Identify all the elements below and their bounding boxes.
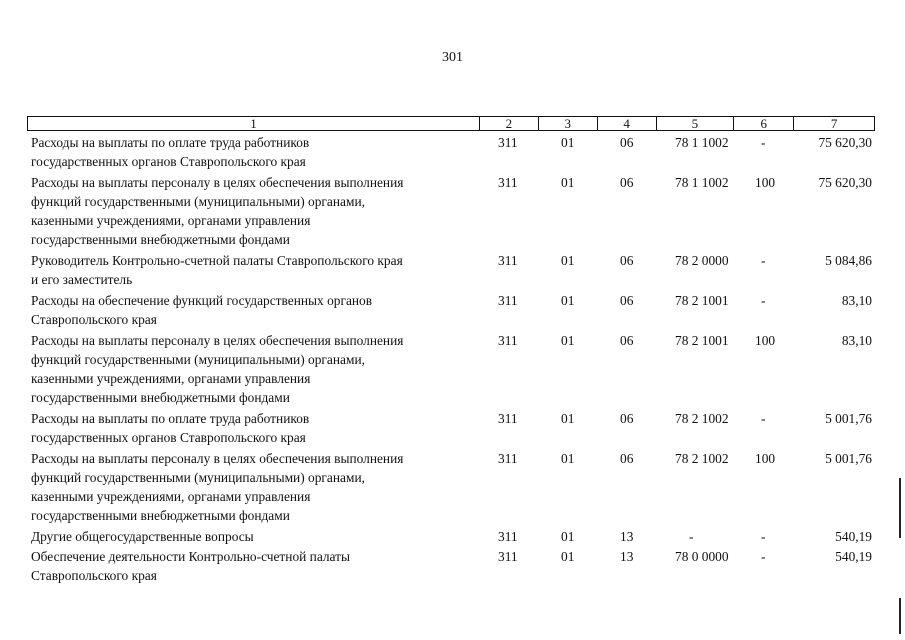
row-code-target: 78 2 1001 xyxy=(675,293,729,308)
description-line: функций государственными (муниципальными) органами, xyxy=(31,194,365,209)
row-code-subsection: 13 xyxy=(620,549,634,564)
table-row xyxy=(27,409,875,447)
table-row xyxy=(27,173,875,249)
description-line: Расходы на выплаты персоналу в целях обеспечения выполнения xyxy=(31,175,404,190)
description-line: Ставропольского края xyxy=(31,312,157,327)
row-code-ministry: 311 xyxy=(498,451,518,466)
row-amount: 5 001,76 xyxy=(825,411,872,426)
row-code-expense-type: 100 xyxy=(755,451,776,466)
row-code-target: - xyxy=(689,529,694,544)
row-code-subsection: 06 xyxy=(620,411,634,426)
row-code-section: 01 xyxy=(561,135,575,150)
header-col-2: 2 xyxy=(480,117,539,130)
description-line: государственными внебюджетными фондами xyxy=(31,232,290,247)
row-amount: 83,10 xyxy=(841,333,872,348)
description-line: Расходы на выплаты персоналу в целях обеспечения выполнения xyxy=(31,333,404,348)
page-number: 301 xyxy=(442,50,463,65)
row-amount: 5 084,86 xyxy=(825,253,872,268)
table-row xyxy=(27,547,875,585)
description-line: Расходы на выплаты по оплате труда работников xyxy=(31,411,310,426)
description-line: Расходы на выплаты персоналу в целях обеспечения выполнения xyxy=(31,451,404,466)
row-code-expense-type: - xyxy=(761,529,766,544)
description-line: и его заместитель xyxy=(31,272,133,287)
description-line: Ставропольского края xyxy=(31,568,157,583)
table-row xyxy=(27,527,875,546)
row-code-expense-type: - xyxy=(761,411,766,426)
description-line: Расходы на обеспечение функций государственных органов xyxy=(31,293,373,308)
row-code-expense-type: - xyxy=(761,135,766,150)
description-line: казенными учреждениями, органами управления xyxy=(31,213,311,228)
row-code-ministry: 311 xyxy=(498,135,518,150)
row-code-ministry: 311 xyxy=(498,529,518,544)
header-col-6: 6 xyxy=(734,117,794,130)
row-code-subsection: 06 xyxy=(620,253,634,268)
row-code-expense-type: - xyxy=(761,293,766,308)
row-code-ministry: 311 xyxy=(498,175,518,190)
row-code-target: 78 1 1002 xyxy=(675,135,729,150)
description-line: функций государственными (муниципальными) органами, xyxy=(31,352,365,367)
row-code-section: 01 xyxy=(561,175,575,190)
row-code-target: 78 2 1002 xyxy=(675,411,729,426)
description-line: функций государственными (муниципальными) органами, xyxy=(31,470,365,485)
row-description xyxy=(27,449,480,525)
table-row xyxy=(27,291,875,329)
row-amount: 540,19 xyxy=(835,529,872,544)
row-code-target: 78 2 1002 xyxy=(675,451,729,466)
row-description xyxy=(27,331,480,407)
description-line: государственными внебюджетными фондами xyxy=(31,390,290,405)
row-code-subsection: 06 xyxy=(620,333,634,348)
row-code-target: 78 2 1001 xyxy=(675,333,729,348)
row-code-subsection: 06 xyxy=(620,175,634,190)
header-col-7: 7 xyxy=(830,116,838,131)
header-col-4: 4 xyxy=(598,117,657,130)
row-code-ministry: 311 xyxy=(498,549,518,564)
description-line: Руководитель Контрольно-счетной палаты Ставропольского края xyxy=(31,253,403,268)
row-code-section: 01 xyxy=(561,529,575,544)
row-code-subsection: 06 xyxy=(620,135,634,150)
row-description xyxy=(27,527,480,546)
row-code-expense-type: - xyxy=(761,253,766,268)
row-code-target: 78 1 1002 xyxy=(675,175,729,190)
header-col-5: 5 xyxy=(657,117,735,130)
row-code-section: 01 xyxy=(561,253,575,268)
row-code-subsection: 13 xyxy=(620,529,634,544)
row-description xyxy=(27,173,480,249)
scan-artifact-line xyxy=(899,598,901,634)
row-code-section: 01 xyxy=(561,293,575,308)
row-code-expense-type: 100 xyxy=(755,333,776,348)
row-code-section: 01 xyxy=(561,549,575,564)
row-amount: 75 620,30 xyxy=(818,135,872,150)
table-header xyxy=(27,116,875,131)
description-line: казенными учреждениями, органами управления xyxy=(31,371,311,386)
row-code-ministry: 311 xyxy=(498,253,518,268)
row-amount: 540,19 xyxy=(835,549,872,564)
row-description xyxy=(27,291,480,329)
description-line: Другие общегосударственные вопросы xyxy=(31,529,254,544)
table-row xyxy=(27,331,875,407)
header-col-3: 3 xyxy=(539,117,598,130)
row-code-section: 01 xyxy=(561,333,575,348)
row-code-section: 01 xyxy=(561,411,575,426)
header-col-1: 1 xyxy=(28,117,480,130)
row-amount: 83,10 xyxy=(841,293,872,308)
table-row xyxy=(27,449,875,525)
row-code-target: 78 0 0000 xyxy=(675,549,729,564)
scan-artifact-line xyxy=(899,478,901,538)
table-row xyxy=(27,133,875,171)
row-code-subsection: 06 xyxy=(620,293,634,308)
row-amount: 75 620,30 xyxy=(818,175,872,190)
row-code-ministry: 311 xyxy=(498,293,518,308)
row-code-expense-type: - xyxy=(761,549,766,564)
table-row xyxy=(27,251,875,289)
description-line: казенными учреждениями, органами управления xyxy=(31,489,311,504)
table-body xyxy=(27,133,875,585)
description-line: Расходы на выплаты по оплате труда работников xyxy=(31,135,310,150)
description-line: государственными внебюджетными фондами xyxy=(31,508,290,523)
row-code-section: 01 xyxy=(561,451,575,466)
description-line: государственных органов Ставропольского края xyxy=(31,430,306,445)
row-code-expense-type: 100 xyxy=(755,175,776,190)
row-description xyxy=(27,547,480,585)
row-amount: 5 001,76 xyxy=(825,451,872,466)
description-line: государственных органов Ставропольского края xyxy=(31,154,306,169)
row-description xyxy=(27,133,480,171)
row-description xyxy=(27,251,480,289)
row-code-ministry: 311 xyxy=(498,411,518,426)
row-code-target: 78 2 0000 xyxy=(675,253,729,268)
row-code-ministry: 311 xyxy=(498,333,518,348)
description-line: Обеспечение деятельности Контрольно-счетной палаты xyxy=(31,549,351,564)
row-code-subsection: 06 xyxy=(620,451,634,466)
row-description xyxy=(27,409,480,447)
